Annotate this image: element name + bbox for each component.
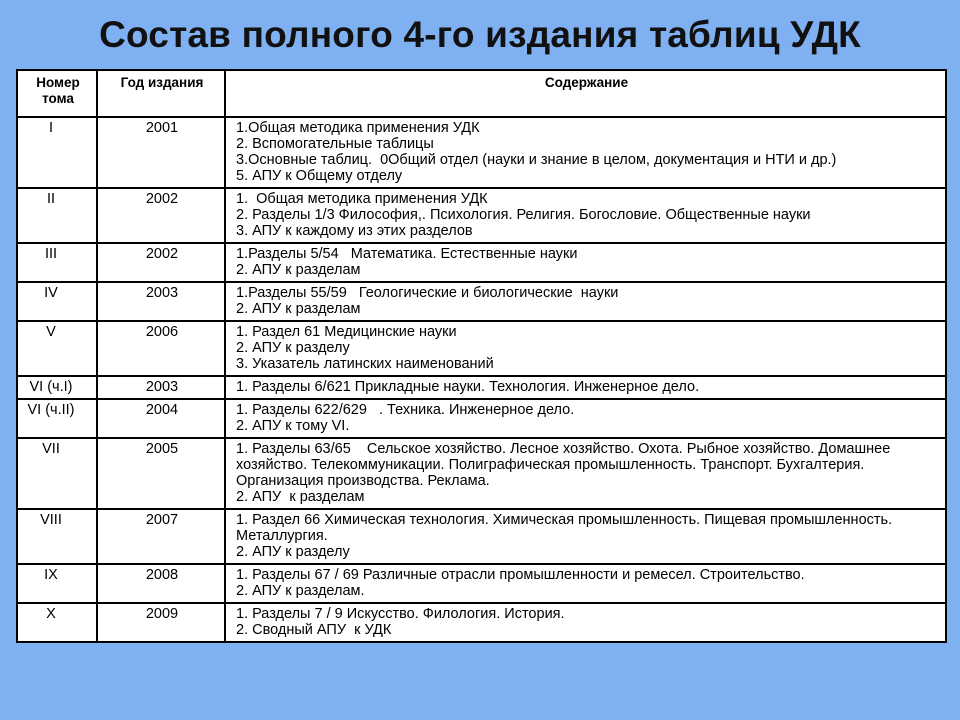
contents-line: 1.Разделы 5/54 Математика. Естественные науки — [236, 246, 578, 262]
contents-cell — [225, 376, 946, 399]
contents-line: 1. Раздел 66 Химическая технология. Химическая промышленность. Пищевая промышленность. Металлургия. — [236, 512, 897, 544]
header-edition-year: Год издания — [97, 70, 225, 117]
table-row — [17, 188, 946, 243]
volume-number-cell: VI (ч.II) — [17, 399, 97, 438]
edition-year-cell: 2004 — [97, 399, 225, 438]
contents-cell — [225, 564, 946, 603]
table-row — [17, 564, 946, 603]
contents-cell — [225, 438, 946, 509]
edition-year-cell: 2002 — [97, 188, 225, 243]
contents-line: 2. АПУ к разделам. — [236, 583, 365, 599]
volume-number-cell: VI (ч.I) — [17, 376, 97, 399]
contents-line: 2. АПУ к разделу — [236, 340, 350, 356]
contents-line: 1. Разделы 6/621 Прикладные науки. Технология. Инженерное дело. — [236, 379, 700, 395]
edition-year-cell: 2007 — [97, 509, 225, 564]
edition-year-cell: 2003 — [97, 376, 225, 399]
contents-line: 5. АПУ к Общему отделу — [236, 168, 403, 184]
header-contents: Содержание — [225, 70, 946, 117]
contents-line: 3. АПУ к каждому из этих разделов — [236, 223, 473, 239]
contents-line: 1. Разделы 67 / 69 Различные отрасли промышленности и ремесел. Строительство. — [236, 567, 805, 583]
table-row — [17, 117, 946, 188]
contents-cell — [225, 603, 946, 642]
volume-number-cell: IV — [17, 282, 97, 321]
contents-line: 2. АПУ к разделам — [236, 301, 361, 317]
contents-line: 1.Общая методика применения УДК — [236, 120, 480, 136]
edition-year-cell: 2003 — [97, 282, 225, 321]
table-row — [17, 438, 946, 509]
contents-line: 2. АПУ к тому VI. — [236, 418, 350, 434]
table-row — [17, 509, 946, 564]
contents-cell — [225, 321, 946, 376]
contents-line: 2. Сводный АПУ к УДК — [236, 622, 392, 638]
contents-line: 1. Разделы 7 / 9 Искусство. Филология. История. — [236, 606, 565, 622]
contents-cell — [225, 243, 946, 282]
contents-cell — [225, 399, 946, 438]
contents-line: 2. АПУ к разделам — [236, 262, 361, 278]
contents-line: 1. Раздел 61 Медицинские науки — [236, 324, 457, 340]
contents-cell — [225, 188, 946, 243]
contents-line: 1. Разделы 63/65 Сельское хозяйство. Лесное хозяйство. Охота. Рыбное хозяйство. Домашнее хозяйство. Телекоммуникации. Полиграфическая промышленность. Транспорт. Бухгалтерия. Организация производства. Реклама. — [236, 441, 895, 489]
table-row — [17, 603, 946, 642]
edition-year-cell: 2009 — [97, 603, 225, 642]
edition-year-cell: 2001 — [97, 117, 225, 188]
contents-line: 2. Вспомогательные таблицы — [236, 136, 434, 152]
volume-number-cell: X — [17, 603, 97, 642]
contents-line: 2. Разделы 1/3 Философия,. Психология. Религия. Богословие. Общественные науки — [236, 207, 811, 223]
udk-editions-table — [16, 69, 947, 643]
volume-number-cell: II — [17, 188, 97, 243]
contents-line: 3. Указатель латинских наименований — [236, 356, 494, 372]
table-row — [17, 399, 946, 438]
table-row — [17, 243, 946, 282]
table-body — [17, 117, 946, 642]
contents-cell — [225, 282, 946, 321]
edition-year-cell: 2005 — [97, 438, 225, 509]
page-title: Состав полного 4-го издания таблиц УДК — [99, 14, 861, 55]
volume-number-cell: IX — [17, 564, 97, 603]
volume-number-cell: VIII — [17, 509, 97, 564]
contents-line: 1. Общая методика применения УДК — [236, 191, 488, 207]
contents-cell — [225, 509, 946, 564]
contents-line: 1. Разделы 622/629 . Техника. Инженерное дело. — [236, 402, 575, 418]
contents-line: 2. АПУ к разделам — [236, 489, 365, 505]
volume-number-cell: VII — [17, 438, 97, 509]
table-row — [17, 282, 946, 321]
contents-line: 1.Разделы 55/59 Геологические и биологические науки — [236, 285, 619, 301]
table-row — [17, 376, 946, 399]
table-row — [17, 321, 946, 376]
volume-number-cell: V — [17, 321, 97, 376]
volume-number-cell: I — [17, 117, 97, 188]
contents-line: 2. АПУ к разделу — [236, 544, 350, 560]
edition-year-cell: 2002 — [97, 243, 225, 282]
volume-number-cell: III — [17, 243, 97, 282]
header-volume-number: Номер тома — [17, 70, 97, 117]
contents-line: 3.Основные таблиц. 0Общий отдел (науки и знание в целом, документация и НТИ и др.) — [236, 152, 837, 168]
table-header-row — [17, 70, 946, 117]
edition-year-cell: 2008 — [97, 564, 225, 603]
edition-year-cell: 2006 — [97, 321, 225, 376]
contents-cell — [225, 117, 946, 188]
